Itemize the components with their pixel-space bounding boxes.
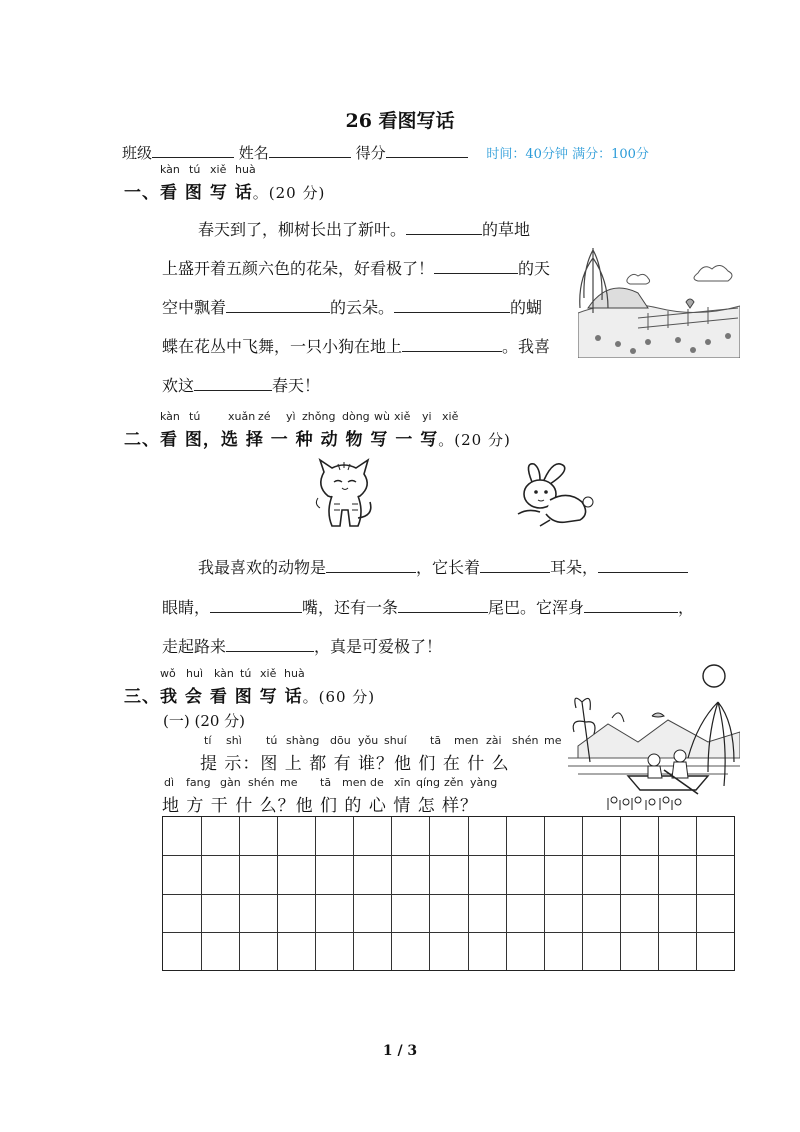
pinyin: xuǎn — [228, 410, 256, 423]
pinyin: kàn — [160, 163, 180, 176]
text: 的蝴 — [510, 298, 543, 317]
text: 。我喜 — [502, 337, 551, 356]
answer-blank[interactable] — [226, 297, 330, 313]
pinyin: xiě — [260, 667, 277, 680]
name-label: 姓名 — [238, 144, 269, 162]
pinyin: xīn — [394, 776, 411, 789]
spring-scene-illustration — [578, 238, 740, 358]
pinyin: yàng — [470, 776, 498, 789]
pinyin: kàn — [160, 410, 180, 423]
text: 欢这 — [162, 376, 195, 395]
pinyin: yǒu — [358, 734, 379, 747]
section2-heading — [124, 425, 511, 450]
section1-heading — [124, 178, 325, 203]
hint-line-1: 提 示：图 上 都 有 谁？他 们 在 什 么 — [200, 754, 510, 774]
s1-line-1 — [198, 217, 530, 240]
answer-blank[interactable] — [480, 557, 550, 573]
section3-score: 。(60 分) — [302, 688, 376, 706]
pinyin: tí — [204, 734, 212, 747]
answer-blank[interactable] — [406, 219, 482, 235]
name-field[interactable] — [269, 143, 351, 158]
text: 眼睛， — [162, 598, 211, 617]
section1-pinyin — [160, 163, 280, 177]
pinyin: men — [454, 734, 479, 747]
text: 的云朵。 — [330, 298, 395, 317]
s1-line-5 — [162, 373, 320, 396]
text: ，它长着 — [416, 558, 481, 577]
grid-row-line — [163, 932, 734, 933]
pinyin: yi — [422, 410, 432, 423]
s2-line-1 — [198, 555, 688, 578]
pinyin: zěn — [444, 776, 464, 789]
pinyin: me — [280, 776, 298, 789]
s1-line-3 — [162, 295, 542, 318]
text: 尾巴。它浑身 — [488, 598, 585, 617]
pinyin: tú — [240, 667, 252, 680]
pinyin: shì — [226, 734, 242, 747]
text: 我最喜欢的动物是 — [198, 558, 327, 577]
s1-line-4 — [162, 334, 550, 357]
rabbit-illustration — [510, 462, 596, 528]
text: 春天！ — [272, 376, 321, 395]
section1-title: 一、看 图 写 话 — [124, 183, 253, 203]
answer-blank[interactable] — [434, 258, 518, 274]
pinyin: gàn — [220, 776, 241, 789]
s1-line-2 — [162, 256, 550, 279]
section2-score: 。(20 分) — [438, 431, 511, 449]
pinyin: shuí — [384, 734, 407, 747]
pinyin: de — [370, 776, 384, 789]
section2-pinyin — [160, 410, 480, 424]
hint-pinyin-1 — [204, 734, 564, 748]
pinyin: men — [342, 776, 367, 789]
answer-blank[interactable] — [194, 375, 272, 391]
score-field[interactable] — [386, 143, 468, 158]
cat-illustration — [312, 458, 378, 530]
answer-blank[interactable] — [210, 597, 302, 613]
pinyin: xiě — [210, 163, 227, 176]
pinyin: fang — [186, 776, 211, 789]
grid-row-line — [163, 894, 734, 895]
pinyin: dōu — [330, 734, 351, 747]
pinyin: xiě — [394, 410, 411, 423]
pinyin: huì — [186, 667, 203, 680]
section2-title: 二、看 图，选 择 一 种 动 物 写 一 写 — [124, 430, 439, 450]
page-title: 26 看图写话 — [345, 110, 455, 132]
text: ， — [678, 598, 695, 617]
pinyin: wǒ — [160, 667, 176, 680]
boating-scene-illustration — [568, 662, 740, 814]
pinyin: wù — [374, 410, 390, 423]
pinyin: tú — [189, 410, 201, 423]
answer-blank[interactable] — [398, 597, 488, 613]
pinyin: zài — [486, 734, 502, 747]
pinyin: zé — [258, 410, 271, 423]
student-info-line — [122, 142, 649, 163]
answer-blank[interactable] — [584, 597, 678, 613]
text: 的天 — [518, 259, 551, 278]
section3-subheading: (一) (20 分) — [163, 712, 246, 730]
pinyin: tā — [320, 776, 332, 789]
section3-pinyin — [160, 667, 320, 681]
score-label: 得分 — [355, 144, 386, 162]
answer-blank[interactable] — [402, 336, 502, 352]
answer-blank[interactable] — [598, 557, 688, 573]
text: 的草地 — [482, 220, 531, 239]
pinyin: huà — [284, 667, 305, 680]
pinyin: shén — [512, 734, 539, 747]
page-number: 1 / 3 — [382, 1043, 418, 1059]
pinyin: zhǒng — [302, 410, 336, 423]
pinyin: kàn — [214, 667, 234, 680]
class-field[interactable] — [152, 143, 234, 158]
s2-line-2 — [162, 595, 694, 618]
text: 走起路来 — [162, 637, 227, 656]
grid-row-line — [163, 855, 734, 856]
pinyin: dì — [164, 776, 175, 789]
text: 蝶在花丛中飞舞，一只小狗在地上 — [162, 337, 403, 356]
section3-title: 三、我 会 看 图 写 话 — [124, 687, 303, 707]
pinyin: me — [544, 734, 562, 747]
pinyin: dòng — [342, 410, 370, 423]
pinyin: yì — [286, 410, 296, 423]
section3-heading — [124, 682, 375, 707]
pinyin: xiě — [442, 410, 459, 423]
pinyin: shén — [248, 776, 275, 789]
text: 耳朵， — [550, 558, 599, 577]
answer-blank[interactable] — [326, 557, 416, 573]
pinyin: qíng — [416, 776, 440, 789]
text: 春天到了，柳树长出了新叶。 — [198, 220, 407, 239]
pinyin: tú — [189, 163, 201, 176]
hint-pinyin-2 — [164, 776, 524, 790]
text: 嘴，还有一条 — [302, 598, 399, 617]
pinyin: huà — [235, 163, 256, 176]
pinyin: tā — [430, 734, 442, 747]
text: ，真是可爱极了！ — [314, 637, 443, 656]
answer-blank[interactable] — [226, 636, 314, 652]
pinyin: shàng — [286, 734, 320, 747]
class-label: 班级 — [122, 144, 153, 162]
s2-line-3 — [162, 634, 442, 657]
time-score-meta: 时间：40分钟 满分：100分 — [486, 147, 649, 162]
answer-blank[interactable] — [394, 297, 510, 313]
section1-score: 。(20 分) — [252, 184, 326, 202]
writing-grid[interactable] — [162, 816, 735, 971]
pinyin: tú — [266, 734, 278, 747]
hint-line-2: 地 方 干 什 么？他 们 的 心 情 怎 样？ — [162, 796, 479, 816]
text: 空中飘着 — [162, 298, 227, 317]
text: 上盛开着五颜六色的花朵，好看极了！ — [162, 259, 435, 278]
